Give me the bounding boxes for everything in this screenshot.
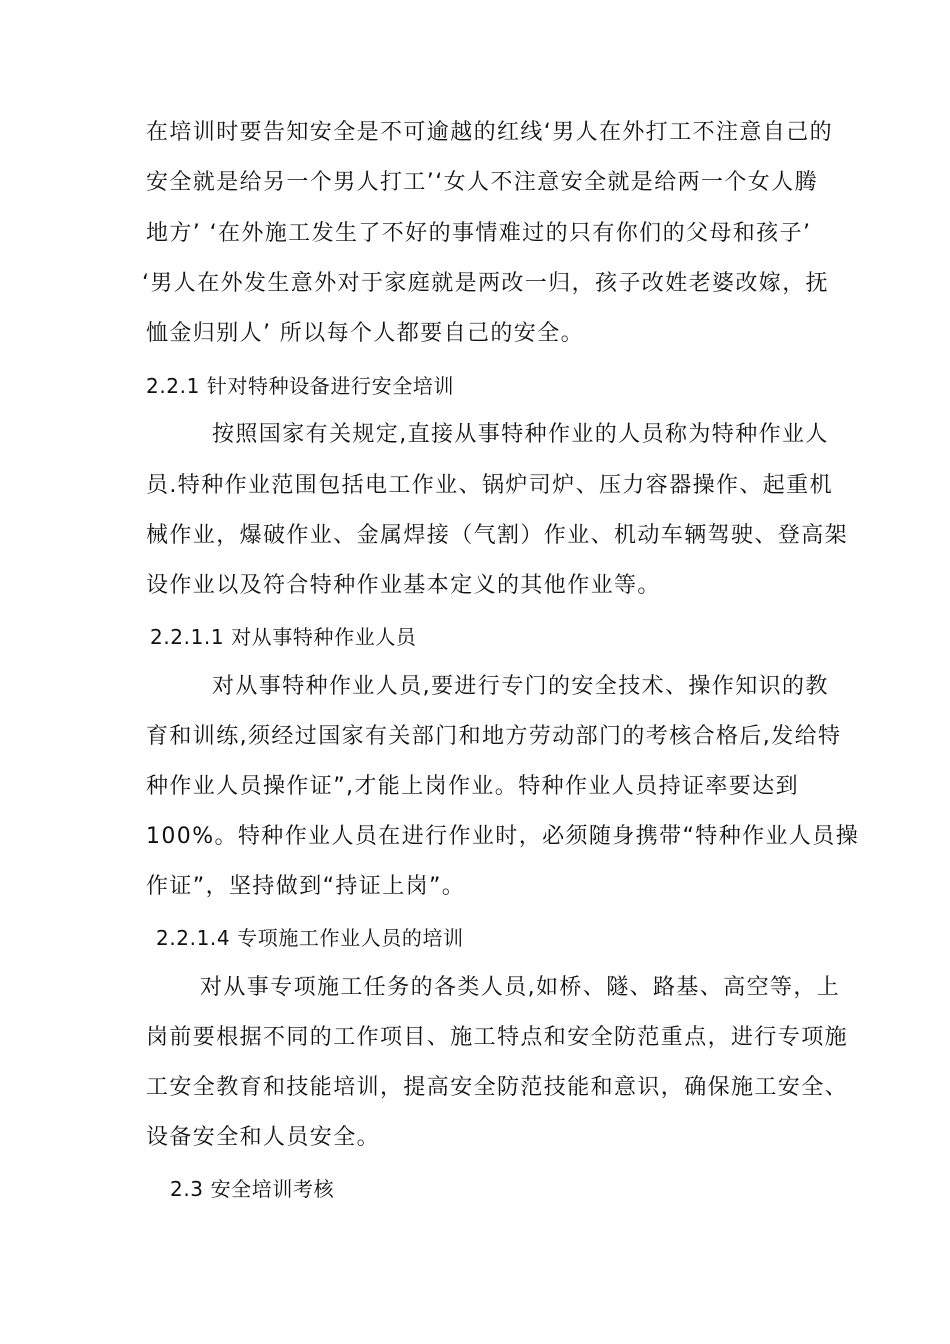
paragraph-line: 安全就是给另一个男人打工’‘女人不注意安全就是给两一个女人腾 — [146, 170, 818, 195]
paragraph-line: 地方’ ‘在外施工发生了不好的事情难过的只有你们的父母和孩子’ — [146, 221, 812, 246]
paragraph-line: 育和训练,须经过国家有关部门和地方劳动部门的考核合格后,发给特 — [146, 724, 842, 749]
paragraph-line: 械作业，爆破作业、金属焊接（气割）作业、机动车辆驾驶、登高架 — [146, 523, 849, 548]
paragraph-line: 设备安全和人员安全。 — [146, 1125, 381, 1150]
paragraph-line: 按照国家有关规定,直接从事特种作业的人员称为特种作业人 — [212, 422, 829, 447]
paragraph-line: 作证”，坚持做到“持证上岗”。 — [146, 874, 466, 899]
section-heading: 2.2.1.4 专项施工作业人员的培训 — [156, 926, 464, 950]
section-heading: 2.2.1 针对特种设备进行安全培训 — [146, 374, 455, 398]
paragraph-line: 员.特种作业范围包括电工作业、锅炉司炉、压力容器操作、起重机 — [146, 473, 833, 498]
paragraph-line: 设作业以及符合特种作业基本定义的其他作业等。 — [146, 573, 661, 598]
paragraph-line: 对从事专项施工任务的各类人员,如桥、隧、路基、高空等，上 — [200, 975, 841, 1000]
paragraph-line: 在培训时要告知安全是不可逾越的红线‘男人在外打工不注意自己的 — [146, 120, 833, 145]
paragraph-line: 恤金归别人’ 所以每个人都要自己的安全。 — [146, 321, 584, 346]
paragraph-line: ‘男人在外发生意外对于家庭就是两改一归，孩子改姓老婆改嫁，抚 — [142, 271, 829, 296]
paragraph-line: 岗前要根据不同的工作项目、施工特点和安全防范重点，进行专项施 — [146, 1025, 849, 1050]
section-heading: 2.2.1.1 对从事特种作业人员 — [150, 625, 417, 649]
paragraph-line: 对从事特种作业人员,要进行专门的安全技术、操作知识的教 — [212, 674, 829, 699]
paragraph-line: 100%。特种作业人员在进行作业时，必须随身携带“特种作业人员操 — [146, 824, 860, 849]
paragraph-line: 工安全教育和技能培训，提高安全防范技能和意识，确保施工安全、 — [146, 1075, 849, 1100]
section-heading: 2.3 安全培训考核 — [170, 1177, 335, 1201]
paragraph-line: 种作业人员操作证”,才能上岗作业。特种作业人员持证率要达到 — [146, 774, 799, 799]
